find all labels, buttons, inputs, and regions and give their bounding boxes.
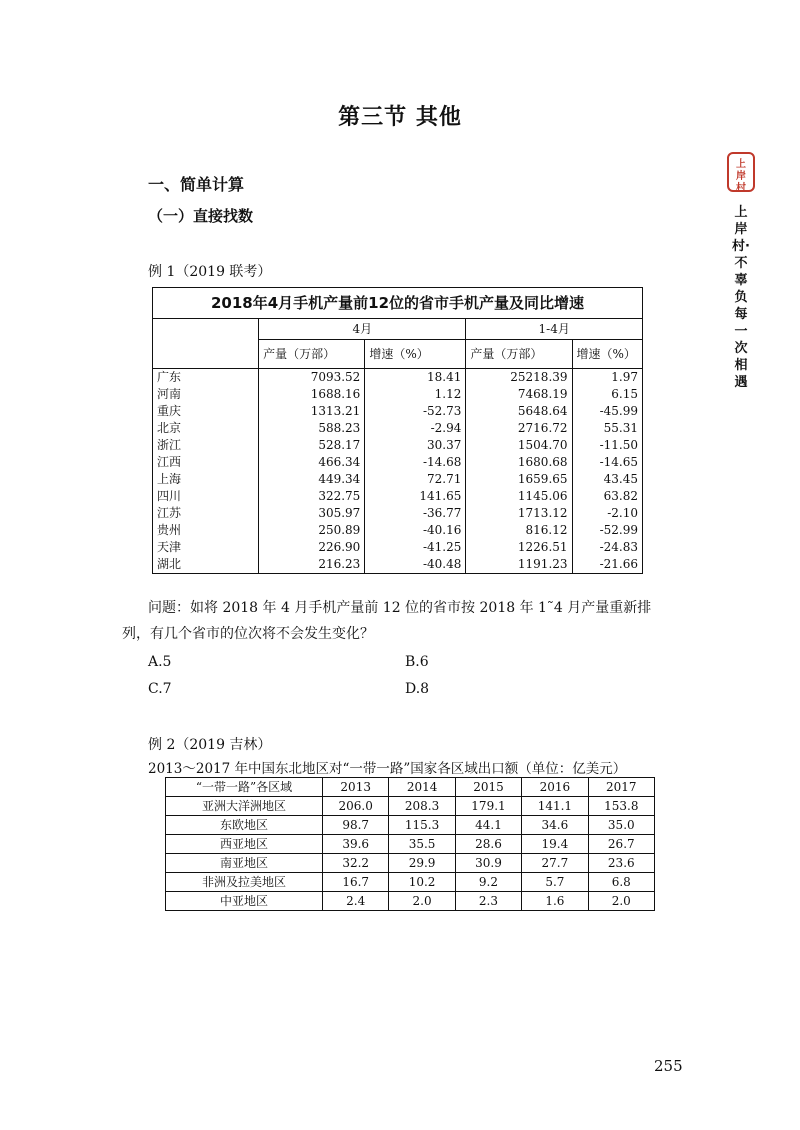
table-row — [153, 403, 643, 420]
value-cell: -24.83 — [572, 539, 642, 556]
value-cell: 1504.70 — [466, 437, 572, 454]
value-cell: 1688.16 — [259, 386, 365, 403]
value-cell: 72.71 — [365, 471, 466, 488]
table-row — [153, 539, 643, 556]
value-cell: 2.0 — [389, 892, 455, 911]
value-cell: -21.66 — [572, 556, 642, 574]
province-cell: 重庆 — [153, 403, 259, 420]
sub-header: 增速（%） — [365, 340, 466, 369]
value-cell: 250.89 — [259, 522, 365, 539]
value-cell: 1145.06 — [466, 488, 572, 505]
province-cell: 贵州 — [153, 522, 259, 539]
value-cell: 39.6 — [323, 835, 389, 854]
table-row — [153, 437, 643, 454]
table-row — [153, 471, 643, 488]
value-cell: 23.6 — [588, 854, 654, 873]
province-cell: 江西 — [153, 454, 259, 471]
province-cell: 湖北 — [153, 556, 259, 574]
value-cell: -40.48 — [365, 556, 466, 574]
value-cell: 153.8 — [588, 797, 654, 816]
value-cell: 29.9 — [389, 854, 455, 873]
question-line2: 列，有几个省市的位次将不会发生变化？ — [122, 626, 374, 642]
value-cell: 32.2 — [323, 854, 389, 873]
value-cell: 179.1 — [455, 797, 521, 816]
column-header: 2017 — [588, 778, 654, 797]
value-cell: 816.12 — [466, 522, 572, 539]
value-cell: 30.9 — [455, 854, 521, 873]
value-cell: 25218.39 — [466, 369, 572, 387]
province-cell: 天津 — [153, 539, 259, 556]
column-header: “一带一路”各区域 — [166, 778, 323, 797]
value-cell: 35.0 — [588, 816, 654, 835]
heading-simple-calculation: 一、简单计算 — [148, 175, 245, 194]
value-cell: -14.65 — [572, 454, 642, 471]
province-cell: 广东 — [153, 369, 259, 387]
table-row — [166, 873, 655, 892]
value-cell: 2716.72 — [466, 420, 572, 437]
heading-direct-lookup: （一）直接找数 — [148, 207, 254, 225]
value-cell: 1.97 — [572, 369, 642, 387]
region-cell: 亚洲大洋洲地区 — [166, 797, 323, 816]
value-cell: 206.0 — [323, 797, 389, 816]
value-cell: 6.8 — [588, 873, 654, 892]
value-cell: 141.1 — [522, 797, 588, 816]
page-number: 255 — [654, 1057, 683, 1075]
value-cell: 7468.19 — [466, 386, 572, 403]
group-header-jan-apr: 1-4月 — [466, 319, 643, 340]
value-cell: 528.17 — [259, 437, 365, 454]
value-cell: 9.2 — [455, 873, 521, 892]
table-row — [166, 892, 655, 911]
value-cell: 1659.65 — [466, 471, 572, 488]
value-cell: 141.65 — [365, 488, 466, 505]
value-cell: 28.6 — [455, 835, 521, 854]
table-corner-cell — [153, 319, 259, 369]
value-cell: 10.2 — [389, 873, 455, 892]
value-cell: 2.4 — [323, 892, 389, 911]
table-title: 2018年4月手机产量前12位的省市手机产量及同比增速 — [153, 288, 643, 319]
column-header: 2015 — [455, 778, 521, 797]
value-cell: 588.23 — [259, 420, 365, 437]
region-cell: 非洲及拉美地区 — [166, 873, 323, 892]
province-cell: 河南 — [153, 386, 259, 403]
value-cell: 1226.51 — [466, 539, 572, 556]
table-row — [153, 454, 643, 471]
value-cell: 216.23 — [259, 556, 365, 574]
province-cell: 浙江 — [153, 437, 259, 454]
value-cell: 19.4 — [522, 835, 588, 854]
value-cell: 305.97 — [259, 505, 365, 522]
phone-production-table — [152, 287, 643, 574]
table-row — [166, 835, 655, 854]
region-cell: 南亚地区 — [166, 854, 323, 873]
table-row — [153, 386, 643, 403]
section-title: 第三节 其他 — [338, 105, 462, 130]
value-cell: 1.12 — [365, 386, 466, 403]
table-row — [166, 854, 655, 873]
sub-header: 产量（万部） — [259, 340, 365, 369]
export-table-title: 2013～2017 年中国东北地区对“一带一路”国家各区域出口额（单位：亿美元） — [148, 761, 627, 777]
brand-seal-logo: 上 岸 村 — [727, 152, 755, 192]
table-row — [153, 488, 643, 505]
sub-header: 产量（万部） — [466, 340, 572, 369]
table-row — [166, 816, 655, 835]
value-cell: 2.0 — [588, 892, 654, 911]
value-cell: 449.34 — [259, 471, 365, 488]
value-cell: -52.99 — [572, 522, 642, 539]
value-cell: -41.25 — [365, 539, 466, 556]
region-cell: 东欧地区 — [166, 816, 323, 835]
table-row — [166, 797, 655, 816]
table-row — [153, 505, 643, 522]
value-cell: -14.68 — [365, 454, 466, 471]
value-cell: 43.45 — [572, 471, 642, 488]
example1-label: 例 1（2019 联考） — [148, 264, 272, 280]
value-cell: 63.82 — [572, 488, 642, 505]
option-a: A.5 — [148, 654, 172, 670]
value-cell: 115.3 — [389, 816, 455, 835]
option-b: B.6 — [405, 654, 429, 670]
value-cell: 18.41 — [365, 369, 466, 387]
value-cell: 226.90 — [259, 539, 365, 556]
group-header-april: 4月 — [259, 319, 466, 340]
value-cell: 26.7 — [588, 835, 654, 854]
value-cell: 1713.12 — [466, 505, 572, 522]
value-cell: -40.16 — [365, 522, 466, 539]
value-cell: 5648.64 — [466, 403, 572, 420]
value-cell: 322.75 — [259, 488, 365, 505]
province-cell: 北京 — [153, 420, 259, 437]
value-cell: -45.99 — [572, 403, 642, 420]
value-cell: -11.50 — [572, 437, 642, 454]
example2-label: 例 2（2019 吉林） — [148, 737, 272, 753]
value-cell: 5.7 — [522, 873, 588, 892]
value-cell: 466.34 — [259, 454, 365, 471]
value-cell: -2.10 — [572, 505, 642, 522]
value-cell: 44.1 — [455, 816, 521, 835]
value-cell: 30.37 — [365, 437, 466, 454]
column-header: 2013 — [323, 778, 389, 797]
province-cell: 江苏 — [153, 505, 259, 522]
table-row — [153, 522, 643, 539]
region-cell: 西亚地区 — [166, 835, 323, 854]
option-c: C.7 — [148, 681, 172, 697]
value-cell: -36.77 — [365, 505, 466, 522]
value-cell: -52.73 — [365, 403, 466, 420]
value-cell: -2.94 — [365, 420, 466, 437]
value-cell: 35.5 — [389, 835, 455, 854]
value-cell: 1.6 — [522, 892, 588, 911]
column-header: 2016 — [522, 778, 588, 797]
option-d: D.8 — [405, 681, 430, 697]
table-row — [153, 369, 643, 387]
table-row — [153, 556, 643, 574]
value-cell: 7093.52 — [259, 369, 365, 387]
side-slogan: 上岸村·不辜负每一次相遇 — [732, 205, 750, 390]
value-cell: 1191.23 — [466, 556, 572, 574]
value-cell: 208.3 — [389, 797, 455, 816]
province-cell: 上海 — [153, 471, 259, 488]
question-text — [122, 595, 682, 647]
value-cell: 1680.68 — [466, 454, 572, 471]
value-cell: 6.15 — [572, 386, 642, 403]
sub-header: 增速（%） — [572, 340, 642, 369]
value-cell: 2.3 — [455, 892, 521, 911]
value-cell: 98.7 — [323, 816, 389, 835]
region-cell: 中亚地区 — [166, 892, 323, 911]
province-cell: 四川 — [153, 488, 259, 505]
export-table — [165, 777, 655, 911]
value-cell: 27.7 — [522, 854, 588, 873]
value-cell: 16.7 — [323, 873, 389, 892]
question-line1: 问题：如将 2018 年 4 月手机产量前 12 位的省市按 2018 年 1˜4 月产量重新排 — [148, 600, 652, 616]
value-cell: 34.6 — [522, 816, 588, 835]
value-cell: 1313.21 — [259, 403, 365, 420]
table-row — [153, 420, 643, 437]
value-cell: 55.31 — [572, 420, 642, 437]
column-header: 2014 — [389, 778, 455, 797]
